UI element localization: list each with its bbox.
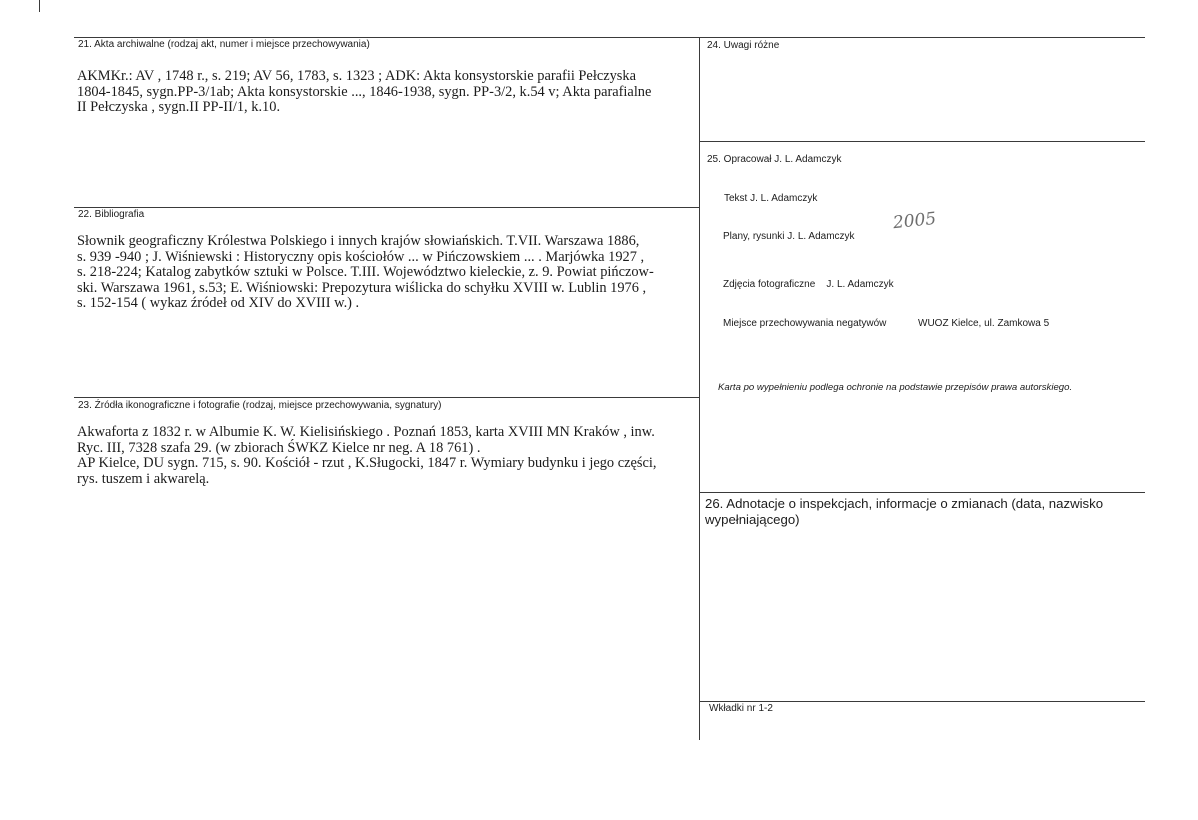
section-22-label: 22. Bibliografia [78, 209, 145, 220]
text-author: Tekst J. L. Adamczyk [724, 193, 818, 204]
section-21-line: II Pełczyska , sygn.II PP-II/1, k.10. [77, 99, 281, 116]
section-26-label-line: 26. Adnotacje o inspekcjach, informacje o zmianach (data, nazwisko [705, 496, 1104, 511]
section-24-top-rule [699, 37, 1145, 38]
section-21-label: 21. Akta archiwalne (rodzaj akt, numer i miejsce przechowywania) [78, 39, 370, 50]
left-margin-line [39, 0, 40, 12]
section-24-label: 24. Uwagi różne [707, 40, 780, 51]
section-23-line: rys. tuszem i akwarelą. [77, 470, 210, 487]
section-23-line: Ryc. III, 7328 szafa 29. (w zbiorach ŚWKZ Kielce nr neg. A 18 761) . [77, 439, 481, 456]
photos-author: Zdjęcia fotograficzne J. L. Adamczyk [723, 279, 894, 290]
section-21-top-rule [74, 37, 699, 38]
section-23-line: Akwaforta z 1832 r. w Albumie K. W. Kielisińskiego . Poznań 1853, karta XVIII MN Kraków , inw. [77, 424, 655, 440]
section-22-line: s. 939 -940 ; J. Wiśniewski : Historyczny opis kościołów ... w Pińczowskiem ... . Marjówka 1927 , [77, 248, 645, 265]
section-23-content [77, 425, 656, 487]
section-26-label-line: wypełniającego) [705, 512, 800, 527]
section-21-line: AKMKr.: AV , 1748 r., s. 219; AV 56, 1783, s. 1323 ; ADK: Akta konsystorskie parafii Pełczyska [77, 68, 636, 84]
section-22-line: s. 152-154 ( wykaz źródeł od XIV do XVIII w.) . [77, 295, 360, 312]
drawings-author: Plany, rysunki J. L. Adamczyk [723, 231, 855, 242]
section-22-top-rule [74, 207, 699, 208]
inserts-count: Wkładki nr 1-2 [709, 703, 773, 714]
negatives-location-label: Miejsce przechowywania negatywów [723, 318, 887, 329]
section-23-label: 23. Źródła ikonograficzne i fotografie (rodzaj, miejsce przechowywania, sygnatury) [78, 400, 442, 411]
section-21-line: 1804-1845, sygn.PP-3/1ab; Akta konsystorskie ..., 1846-1938, sygn. PP-3/2, k.54 v; Akta parafialne [77, 83, 652, 100]
section-22-line: Słownik geograficzny Królestwa Polskiego i innych krajów słowiańskich. T.VII. Warszawa 1886, [77, 233, 640, 249]
section-26-top-rule [699, 492, 1145, 493]
section-22-content [77, 234, 654, 312]
section-25-top-rule [699, 141, 1145, 142]
section-23-top-rule [74, 397, 699, 398]
handwritten-year-note: 2005 [892, 208, 938, 234]
section-25-label: 25. Opracował J. L. Adamczyk [707, 154, 842, 165]
section-22-line: s. 218-224; Katalog zabytków sztuki w Polsce. T.III. Województwo kieleckie, z. 9. Powiat pińczow- [77, 264, 654, 281]
inserts-top-rule [699, 701, 1145, 702]
section-23-line: AP Kielce, DU sygn. 715, s. 90. Kościół - rzut , K.Sługocki, 1847 r. Wymiary budynku i jego części, [77, 455, 657, 472]
section-22-line: ski. Warszawa 1961, s.53; E. Wiśniowski: Prepozytura wiślicka do schyłku XVIII w. Lublin 1976 , [77, 279, 647, 296]
section-21-content [77, 69, 651, 116]
copyright-notice: Karta po wypełnieniu podlega ochronie na podstawie przepisów prawa autorskiego. [718, 382, 1073, 393]
section-26-label [705, 496, 1103, 528]
negatives-location-value: WUOZ Kielce, ul. Zamkowa 5 [918, 318, 1050, 329]
center-divider [699, 37, 700, 740]
